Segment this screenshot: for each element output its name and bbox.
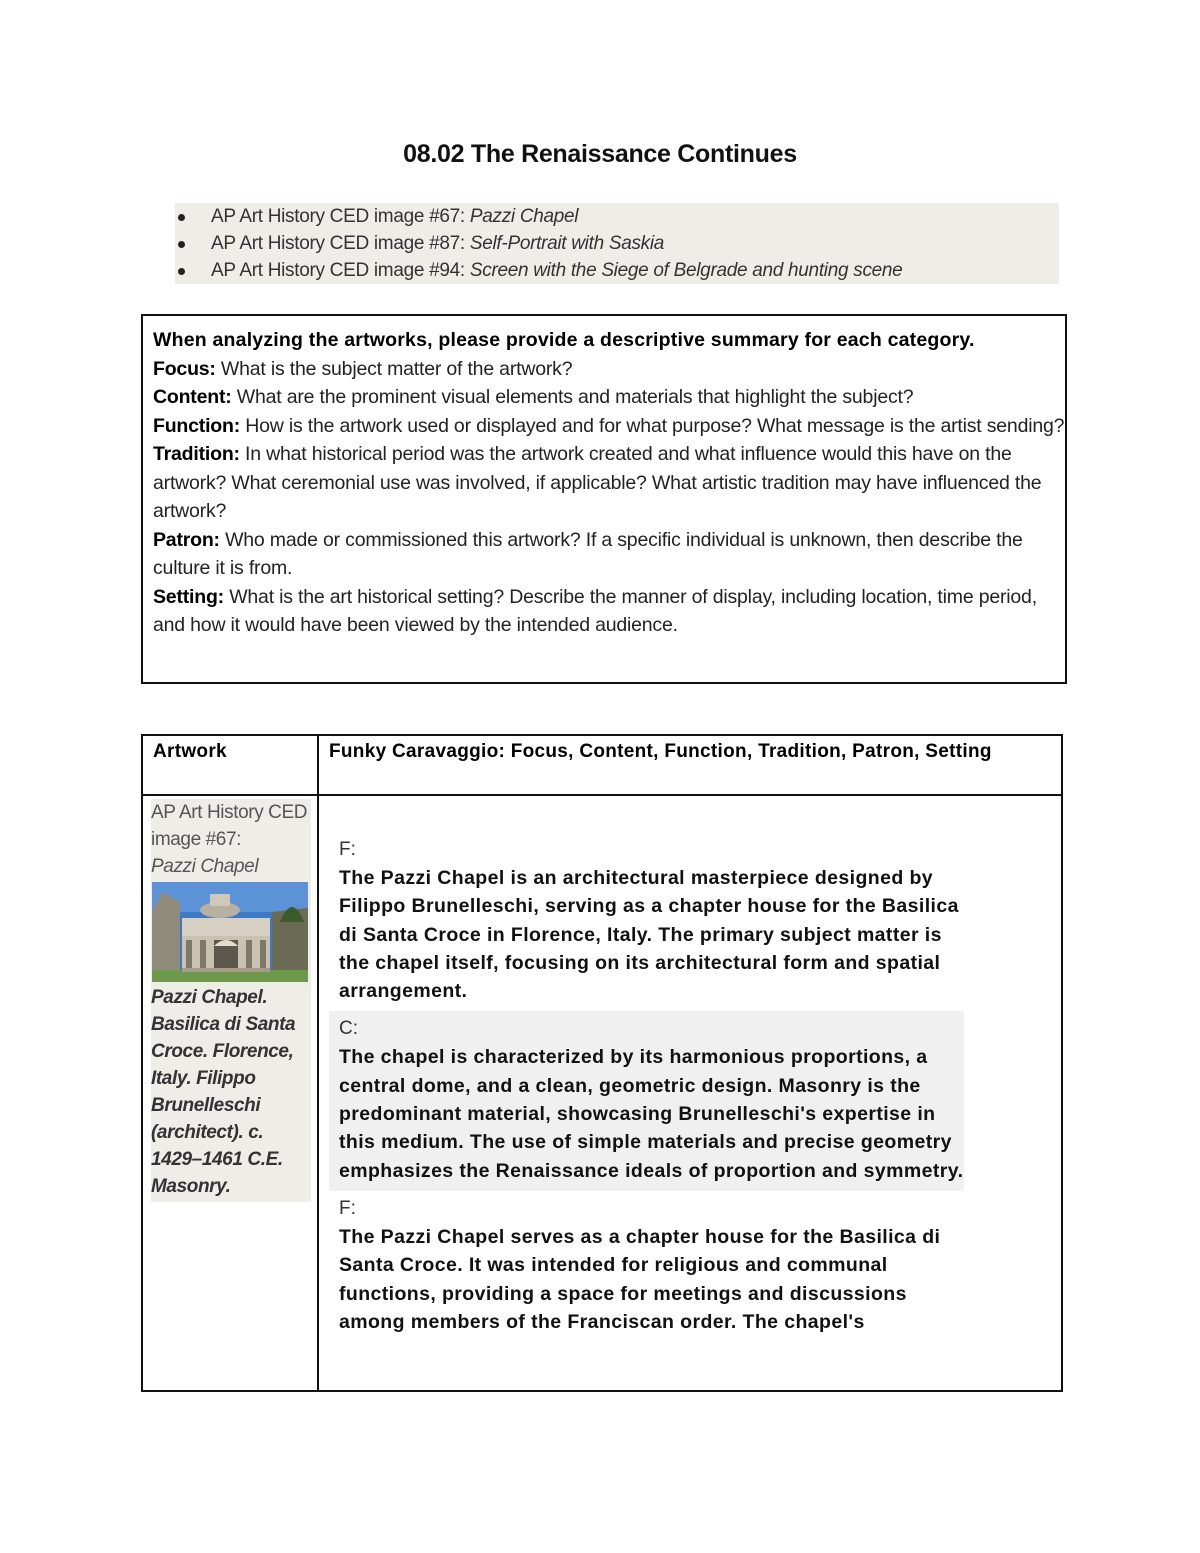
instruction-setting bbox=[153, 583, 1065, 640]
list-item-prefix: AP Art History CED image #87: bbox=[211, 233, 470, 254]
artwork-cell bbox=[142, 795, 318, 1391]
analysis-responses bbox=[319, 796, 964, 1342]
artwork-info bbox=[151, 799, 311, 1202]
table-header-cell bbox=[318, 735, 1062, 795]
list-item-title: Self-Portrait with Saskia bbox=[469, 233, 665, 254]
term-label: Patron: bbox=[153, 528, 220, 551]
artwork-reference: AP Art History CED image #67: bbox=[151, 802, 308, 850]
list-item bbox=[175, 203, 1059, 230]
term-label: Setting: bbox=[153, 585, 224, 608]
section-text: The Pazzi Chapel serves as a chapter house for the Basilica di Santa Croce. It was intended for religious and communal functions, providing a space for meetings and discussions among members of the Franciscan order. The chapel's bbox=[339, 1225, 941, 1333]
table-row bbox=[142, 795, 1062, 1391]
artwork-caption: Pazzi Chapel. Basilica di Santa Croce. Florence, Italy. Filippo Brunelleschi (architect). c. 1429–1461 C.E. Masonry. bbox=[151, 987, 296, 1197]
section-label: F: bbox=[339, 839, 356, 860]
analysis-table bbox=[141, 734, 1063, 1392]
artwork-column-header: Artwork bbox=[153, 741, 227, 762]
term-text: Who made or commissioned this artwork? If a specific individual is unknown, then describe the culture it is from. bbox=[153, 528, 1023, 579]
list-item bbox=[175, 257, 1059, 284]
section-text: The Pazzi Chapel is an architectural masterpiece designed by Filippo Brunelleschi, serving as a chapter house for the Basilica di Santa Croce in Florence, Italy. The primary subject matter is the chapel itself, focusing on its architectural form and spatial arrangement. bbox=[339, 867, 959, 1003]
instructions-heading: When analyzing the artworks, please provide a descriptive summary for each category. bbox=[153, 329, 975, 351]
instruction-patron bbox=[153, 526, 1065, 583]
section-label: C: bbox=[339, 1018, 358, 1040]
pazzi-chapel-photo bbox=[152, 882, 308, 982]
term-label: Function: bbox=[153, 414, 241, 437]
instruction-function bbox=[153, 412, 1065, 441]
content-section bbox=[329, 1011, 964, 1190]
bullet-icon bbox=[178, 241, 185, 248]
analysis-cell bbox=[318, 795, 1062, 1391]
section-label: F: bbox=[339, 1197, 356, 1219]
analysis-column-header: Funky Caravaggio: Focus, Content, Function, Tradition, Patron, Setting bbox=[329, 741, 992, 762]
table-header-row bbox=[142, 735, 1062, 795]
instruction-content bbox=[153, 383, 1065, 412]
list-item-title: Screen with the Siege of Belgrade and hunting scene bbox=[469, 260, 903, 281]
page-title: 08.02 The Renaissance Continues bbox=[403, 140, 797, 168]
list-item-prefix: AP Art History CED image #94: bbox=[211, 260, 470, 281]
instruction-focus bbox=[153, 355, 1065, 384]
artwork-title: Pazzi Chapel bbox=[151, 856, 259, 877]
term-text: What is the subject matter of the artwork? bbox=[215, 357, 573, 380]
term-text: In what historical period was the artwork created and what influence would this have on the artwork? What ceremonial use was involved, if applicable? What artistic tradition may have influenced the artwork? bbox=[153, 443, 1042, 522]
artwork-list bbox=[175, 203, 1059, 284]
term-text: How is the artwork used or displayed and for what purpose? What message is the artist sending? bbox=[240, 414, 1065, 437]
term-text: What is the art historical setting? Describe the manner of display, including location, time period, and how it would have been viewed by the intended audience. bbox=[153, 585, 1037, 636]
instructions-box bbox=[141, 314, 1067, 684]
instruction-tradition bbox=[153, 440, 1065, 526]
term-label: Focus: bbox=[153, 357, 216, 380]
list-item bbox=[175, 230, 1059, 257]
term-label: Tradition: bbox=[153, 443, 240, 465]
section-text: The chapel is characterized by its harmonious proportions, a central dome, and a clean, geometric design. Masonry is the predominant material, showcasing Brunelleschi's expertise in this medium. The use of simple materials and precise geometry emphasizes the Renaissance ideals of proportion and symmetry. bbox=[339, 1046, 964, 1182]
term-text: What are the prominent visual elements and materials that highlight the subject? bbox=[231, 386, 914, 408]
focus-section bbox=[339, 832, 959, 1011]
bullet-icon bbox=[178, 268, 185, 275]
bullet-icon bbox=[178, 214, 185, 221]
term-label: Content: bbox=[153, 386, 232, 408]
function-section bbox=[339, 1191, 959, 1342]
list-item-prefix: AP Art History CED image #67: bbox=[211, 206, 470, 227]
list-item-title: Pazzi Chapel bbox=[469, 206, 579, 227]
table-header-cell bbox=[142, 735, 318, 795]
